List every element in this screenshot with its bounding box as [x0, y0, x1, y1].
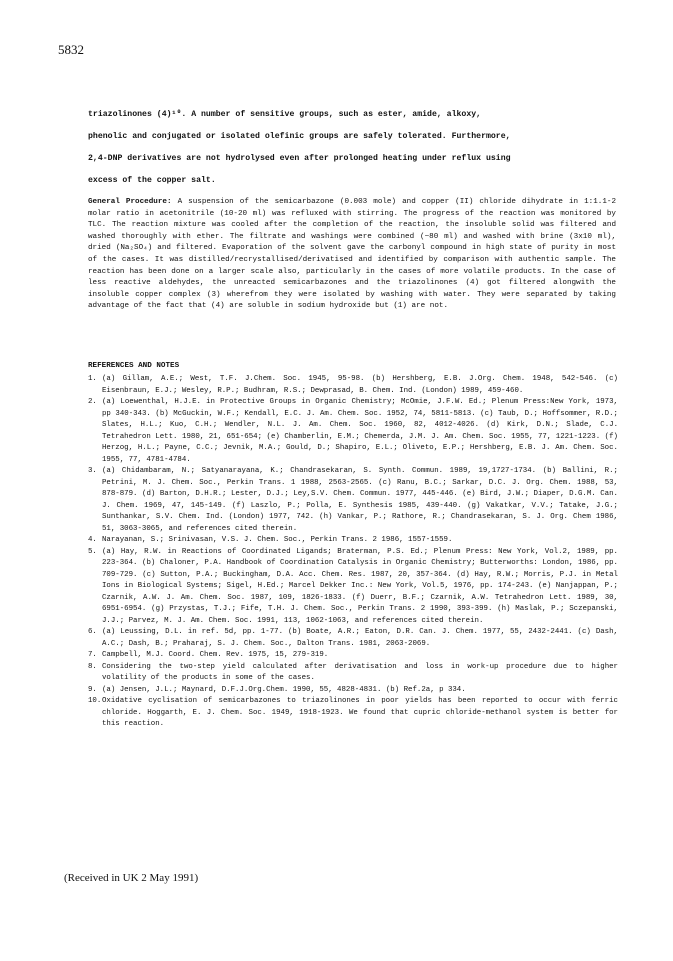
reference-text: (a) Hay, R.W. in Reactions of Coordinated Ligands; Braterman, P.S. Ed.; Plenum Press: New York, Vol.2, 1989, pp. 223-364. (b) Chaloner, P.A. Handbook of Coordination Catalysis in Organic Chemistry; Butterworths: London, 1986, pp. 709-729. (c) Sutton, P.A.; Buckingham, D.A. Acc. Chem. Res. 1987, 20, 357-364. (d) Hay, R.W.; Morris, P.J. in Metal Ions in Biological Systems; Sigel, H.Ed.; Marcel Dekker Inc.: New York, Vol.5, 1976, pp. 174-243. (e) Nanjappan, P.; Czarnik, A.W. J. Am. Chem. Soc. 1987, 109, 1826-1833. (f) Duerr, B.F.; Czarnik, A.W. Tetrahedron Lett. 1989, 30, 6951-6954. (g) Przystas, T.J.; Fife, T.H. J. Chem. Soc., Perkin Trans. 2 1990, 393-399. (h) Maslak, P.; Sczepanski, J.J.; Parvez, M. J. Am. Chem. Soc. 1991, 113, 1062-1063, and references cited therein.	[102, 547, 618, 625]
reference-number: 5.	[88, 547, 97, 556]
reference-text: Campbell, M.J. Coord. Chem. Rev. 1975, 15, 279-319.	[102, 651, 329, 659]
reference-text: Narayanan, S.; Srinivasan, V.S. J. Chem. Soc., Perkin Trans. 2 1986, 1557-1559.	[102, 536, 453, 544]
reference-1	[88, 374, 618, 397]
reference-4	[88, 535, 618, 547]
intro-paragraph	[88, 104, 616, 192]
reference-text: (a) Leussing, D.L. in ref. 5d, pp. 1-77. (b) Boate, A.R.; Eaton, D.R. Can. J. Chem. 1977, 55, 2432-2441. (c) Dash, A.C.; Dash, B.; Praharaj, S. J. Chem. Soc., Dalton Trans. 1981, 2063-2069.	[102, 628, 618, 648]
reference-text: Considering the two-step yield calculated after derivatisation and loss in work-up procedure due to higher volatility of the products in some of the cases.	[102, 662, 618, 682]
reference-2	[88, 397, 618, 466]
reference-number: 7.	[88, 651, 97, 659]
page-number: 5832	[58, 42, 84, 57]
reference-text: (a) Loewenthal, H.J.E. in Protective Groups in Organic Chemistry; McOmie, J.F.W. Ed.; Plenum Press:New York, 1973, pp 340-343. (b) McGuckin, W.F.; Kendall, E.C. J. Am. Chem. Soc. 1952, 74, 5811-5813. (c) Taub, D.; Hoffsommer, R.D.; Slates, H.L.; Kuo, C.H.; Wendler, N.L. J. Am. Chem. Soc. 1960, 82, 4012-4026. (d) Kirk, D.N.; Slade, C.J. Tetrahedron Lett. 1980, 21, 651-654; (e) Chamberlin, E.M.; Chemerda, J.M. J. Am. Chem. Soc. 1955, 77, 1221-1223. (f) Herzog, H.L.; Payne, C.C.; Jevnik, M.A.; Gould, D.; Shapiro, E.L.; Oliveto, E.P.; Hershberg, E.B. J. Am. Chem. Soc. 1955, 77, 4781-4784.	[102, 398, 618, 464]
general-procedure-text: A suspension of the semicarbazone (0.003 mole) and copper (II) chloride dihydrate in 1:1.1-2 molar ratio in acetonitrile (10-20 ml) was refluxed with stirring. The progress of the reaction was monitored by TLC. The reaction mixture was cooled after the completion of the reaction, the insoluble solid was filtered and washed thoroughly with ether. The filtrate and washings were combined (~80 ml) and washed with brine (3x10 ml), dried (Na₂SO₄) and filtered. Evaporation of the solvent gave the carbonyl compound in high state of purity in most of the cases. It was distilled/recrystallised/derivatised and identified by comparison with authentic sample. The reaction has been done on a larger scale also, particularly in the cases of more volatile products. In the case of less reactive aldehydes, the unreacted semicarbazones and the triazolinones (4) got filtered alongwith the insoluble copper complex (3) wherefrom they were isolated by washing with water. They were separated by taking advantage of the fact that (4) are soluble in sodium hydroxide but (1) are not.	[88, 198, 617, 311]
reference-text: (a) Jensen, J.L.; Maynard, D.F.J.Org.Chem. 1990, 55, 4828-4831. (b) Ref.2a, p 334.	[102, 685, 466, 694]
reference-3	[88, 466, 618, 535]
reference-5	[88, 547, 618, 628]
reference-text: (a) Chidambaram, N.; Satyanarayana, K.; Chandrasekaran, S. Synth. Commun. 1989, 19,1727-1734. (b) Ballini, R.; Petrini, M. J. Chem. Soc., Perkin Trans. 1 1988, 2563-2565. (c) Ranu, B.C.; Sarkar, D.C. J. Org. Chem. 1988, 53, 878-879. (d) Barton, D.H.R.; Lester, D.J.; Ley,S.V. Chem. Commun. 1977, 445-446. (e) Bird, J.W.; Diaper, D.G.M. Can. J. Chem. 1969, 47, 145-149. (f) Laszlo, P.; Polla, E. Synthesis 1985, 439-440. (g) Vakatkar, V.V.; Tatake, J.G.; Sunthankar, S.V. Chem. Ind. (London) 1977, 742. (h) Vankar, P.; Rathore, R.; Chandrasekaran, S. J. Org. Chem 1986, 51, 3063-3065, and references cited therein.	[102, 467, 618, 533]
reference-6	[88, 627, 618, 650]
reference-7	[88, 650, 618, 662]
references-heading: REFERENCES AND NOTES	[88, 362, 180, 370]
reference-number: 6.	[88, 628, 97, 636]
intro-line-2: phenolic and conjugated or isolated olefinic groups are safely tolerated. Furthermore,	[88, 132, 511, 141]
reference-9	[88, 685, 618, 697]
reference-number: 4.	[88, 536, 97, 544]
reference-8	[88, 662, 618, 685]
reference-number: 8.	[88, 662, 97, 671]
reference-number: 2.	[88, 398, 97, 406]
reference-number: 10.	[88, 697, 102, 705]
intro-line-3: 2,4-DNP derivatives are not hydrolysed even after prolonged heating under reflux using	[88, 154, 511, 163]
references-list	[88, 374, 618, 731]
reference-number: 3.	[88, 467, 97, 475]
reference-number: 1.	[88, 375, 97, 383]
intro-line-1: triazolinones (4)¹⁰. A number of sensitive groups, such as ester, amide, alkoxy,	[88, 110, 482, 119]
reference-number: 9.	[88, 685, 97, 694]
intro-line-4: excess of the copper salt.	[88, 176, 216, 185]
general-procedure-label: General Procedure:	[88, 198, 172, 206]
received-date: (Received in UK 2 May 1991)	[64, 872, 199, 884]
general-procedure	[88, 197, 616, 313]
reference-text: Oxidative cyclisation of semicarbazones to triazolinones in poor yields has been reported to occur with ferric chloride. Hoggarth, E. J. Chem. Soc. 1949, 1918-1923. We found that cupric chloride-methanol system is better for this reaction.	[102, 697, 618, 728]
reference-text: (a) Gillam, A.E.; West, T.F. J.Chem. Soc. 1945, 95-98. (b) Hershberg, E.B. J.Org. Chem. 1948, 542-546. (c) Eisenbraun, E.J.; Wesley, R.P.; Budhram, R.S.; Dewprasad, B. Chem. Ind. (London) 1989, 459-460.	[102, 375, 618, 395]
reference-10	[88, 696, 618, 731]
